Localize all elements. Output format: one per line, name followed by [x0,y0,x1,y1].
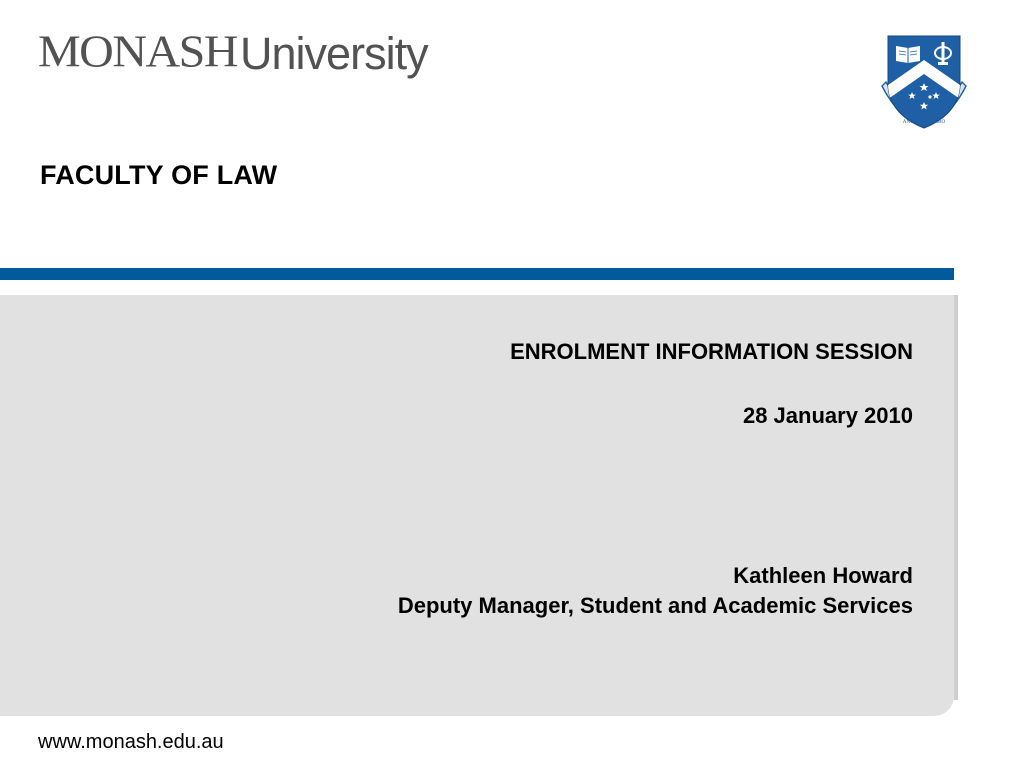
header-divider [0,268,954,280]
session-date: 28 January 2010 [742,403,913,428]
monash-crest-icon [878,34,970,130]
monash-university-logo [38,27,428,90]
presenter-name: Kathleen Howard [733,563,913,588]
faculty-title: FACULTY OF LAW [40,160,278,190]
footer-url[interactable]: www.monash.edu.au [38,731,224,753]
brand-main-text: MONASH [38,27,238,77]
crest-motto: ANCORA IMPARO [902,119,946,125]
brand-sub-text: University [240,28,428,79]
presenter-role: Deputy Manager, Student and Academic Services [397,593,913,618]
session-title: ENROLMENT INFORMATION SESSION [510,339,913,364]
